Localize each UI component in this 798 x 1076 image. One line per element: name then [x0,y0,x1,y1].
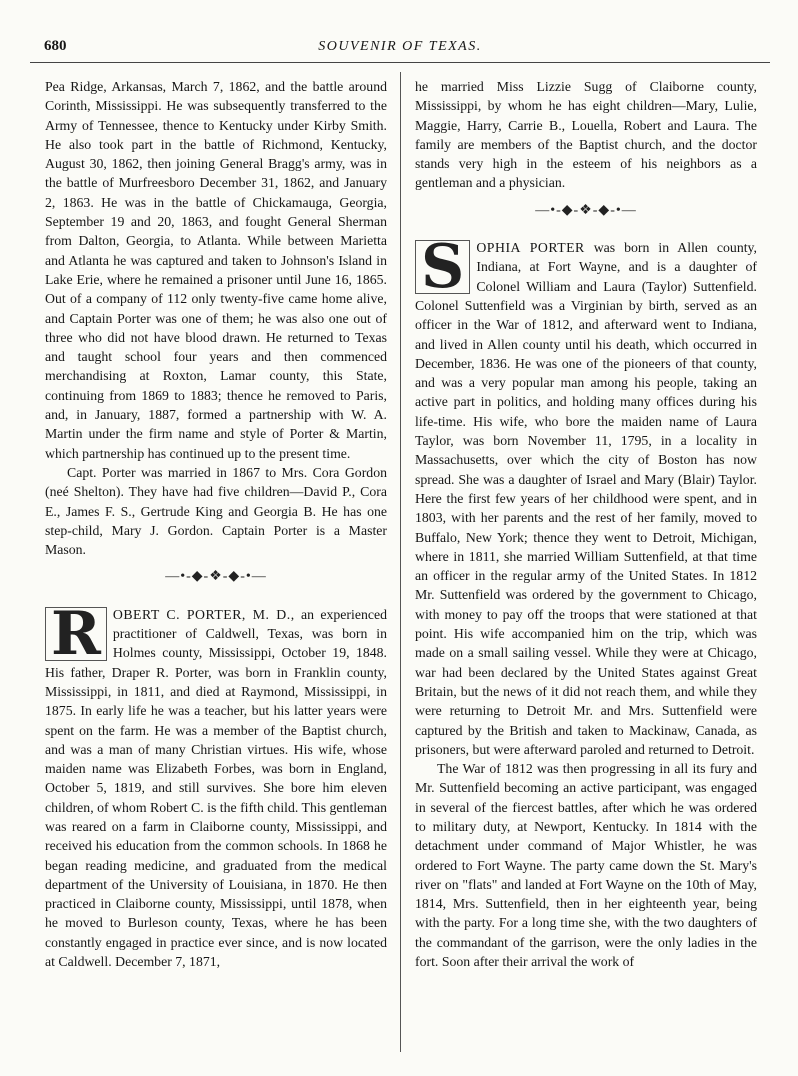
sophia-porter-bio [415,232,757,759]
porter-bio-continuation: Pea Ridge, Arkansas, March 7, 1862, and the battle around Corinth, Mississippi. He was subsequently transferred to the Army of Tennessee, thence to Kentucky under Kirby Smith. He also took part in the battle of Richmond, Kentucky, August 30, 1862, then joining General Bragg's army, was in the battle of Murfreesboro December 31, 1862, and January 2, 1863. He was in the battle of Chickamauga, Georgia, September 19 and 20, 1863, and fought General Sherman from Dalton, Georgia, to Atlanta. While between Marietta and Atlanta he was captured and taken to Johnson's Island in Lake Erie, where he remained a prisoner until June 16, 1865. Out of a company of 112 only twenty-five came home alive, and Captain Porter was one of them; he was also one out of three who did not have blood drawn. He returned to Texas and taught school four years and then commenced merchandising at Roxton, Lamar county, this State, continuing from 1869 to 1883; thence he removed to Paris, and, in January, 1887, formed a partnership with W. A. Martin under the firm name and style of Porter & Martin, which partnership has continued up to the present time. [45,79,387,461]
right-column [415,77,757,971]
bio-text: an experienced practitioner of Caldwell, Texas, was born in Holmes county, Mississippi, October 19, 1848. His father, Draper R. Porter, was born in Franklin county, Mississippi, in 1811, and died at Raymond, Mississippi, in 1875. In early life he was a teacher, but his latter years were spent on the farm. He was a member of the Baptist church, and was a man of many Christian virtues. His wife, whose maiden name was Elizabeth Forbes, was born in England, October 5, 1819, and still survives. She bore him eleven children, of whom Robert C. is the fifth child. This gentleman was reared on a farm in Claiborne county, Mississippi, and received his education from the common schools. In 1868 he began reading medicine, and graduated from the medical department of the University of Louisiana, in 1870. He then practiced in Claiborne county, Mississippi, until 1878, when he moved to Burleson county, Texas, where he has been constantly engaged in practice ever since, and is now located at Caldwell. December 7, 1871, [45,606,387,970]
bio-name-heading: OPHIA PORTER [476,240,585,256]
running-title: SOUVENIR OF TEXAS. [318,39,482,54]
section-ornament: —•-◆-❖-◆-•— [165,569,267,585]
drop-cap-s: S [415,240,470,294]
section-ornament: —•-◆-❖-◆-•— [535,202,637,218]
bio-name-heading: OBERT C. PORTER, M. D., [112,606,295,622]
drop-cap-r: R [45,607,107,661]
bio-text: was born in Allen county, Indiana, at Fort Wayne, and is a daughter of Colonel William and Laura (Taylor) Suttenfield. Colonel Suttenfield was a Virginian by birth, served as an officer in the War of 1812, and afterward went to Indiana, and lived in Allen county until his death, which occurred in December, 1836. He was one of the pioneers of that county, and was a very popular man among his people, taking an active part in politics, and holding many offices during his life-time. His wife, who bore the maiden name of Laura Taylor, was born November 11, 1795, in a locality in Massachusetts, over which the city of Boston has now spread. She was a daughter of Israel and Mary (Blair) Taylor. Here the first few years of her childhood were spent, and in 1803, with her parents and the rest of her family, moved to Buffalo, New York; thence they went to Detroit, Michigan, where in 1811, she married William Suttenfield, at that time an officer in the regular army of the United States. In 1812 Mr. Suttenfield was ordered by the government to Chicago, with money to pay off the troops that were stationed at that point. His wife accompanied him on the trip, which was made on a small sailing vessel. While they were at Chicago, war had been declared by the United States against Great Britain, but the news of it did not reach them, and while they were returning to Detroit Mr. and Mrs. Suttenfield were captured by the British and taken to Mackinaw, Canada, as prisoners, but were afterward paroled and returned to Detroit. [415,240,757,757]
page-header [30,38,770,63]
left-column [45,77,387,971]
war-of-1812-paragraph: The War of 1812 was then progressing in all its fury and Mr. Suttenfield becoming an active participant, was engaged in several of the fiercest battles, after which he was ordered to military duty, at Newport, Kentucky. In 1814 with the detachment under command of Major Whistler, he was ordered to Fort Wayne. The party came down the St. Mary's river on "flats" and landed at Fort Wayne on the 10th of May, 1814, Mrs. Suttenfield, then in her eighteenth year, being with the party. For a long time she, with the two daughters of the commandant of the garrison, were the only ladies in the fort. Soon after their arrival the work of [415,761,757,970]
page-number: 680 [44,38,67,54]
column-divider [400,72,401,1052]
robert-porter-bio [45,598,387,972]
robert-porter-bio-continuation: he married Miss Lizzie Sugg of Claiborne county, Mississippi, by whom he has eight children—Mary, Lulie, Maggie, Harry, Carrie B., Louella, Robert and Laura. The family are members of the Baptist church, and the doctor stands very high in the esteem of his neighbors as a gentleman and a physician. [415,79,757,191]
porter-marriage-paragraph: Capt. Porter was married in 1867 to Mrs. Cora Gordon (neé Shelton). They have had five children—David P., Cora E., James F. S., Gertrude King and Georgia B. He has one step-child, Mary J. Gordon. Captain Porter is a Master Mason. [45,464,387,558]
